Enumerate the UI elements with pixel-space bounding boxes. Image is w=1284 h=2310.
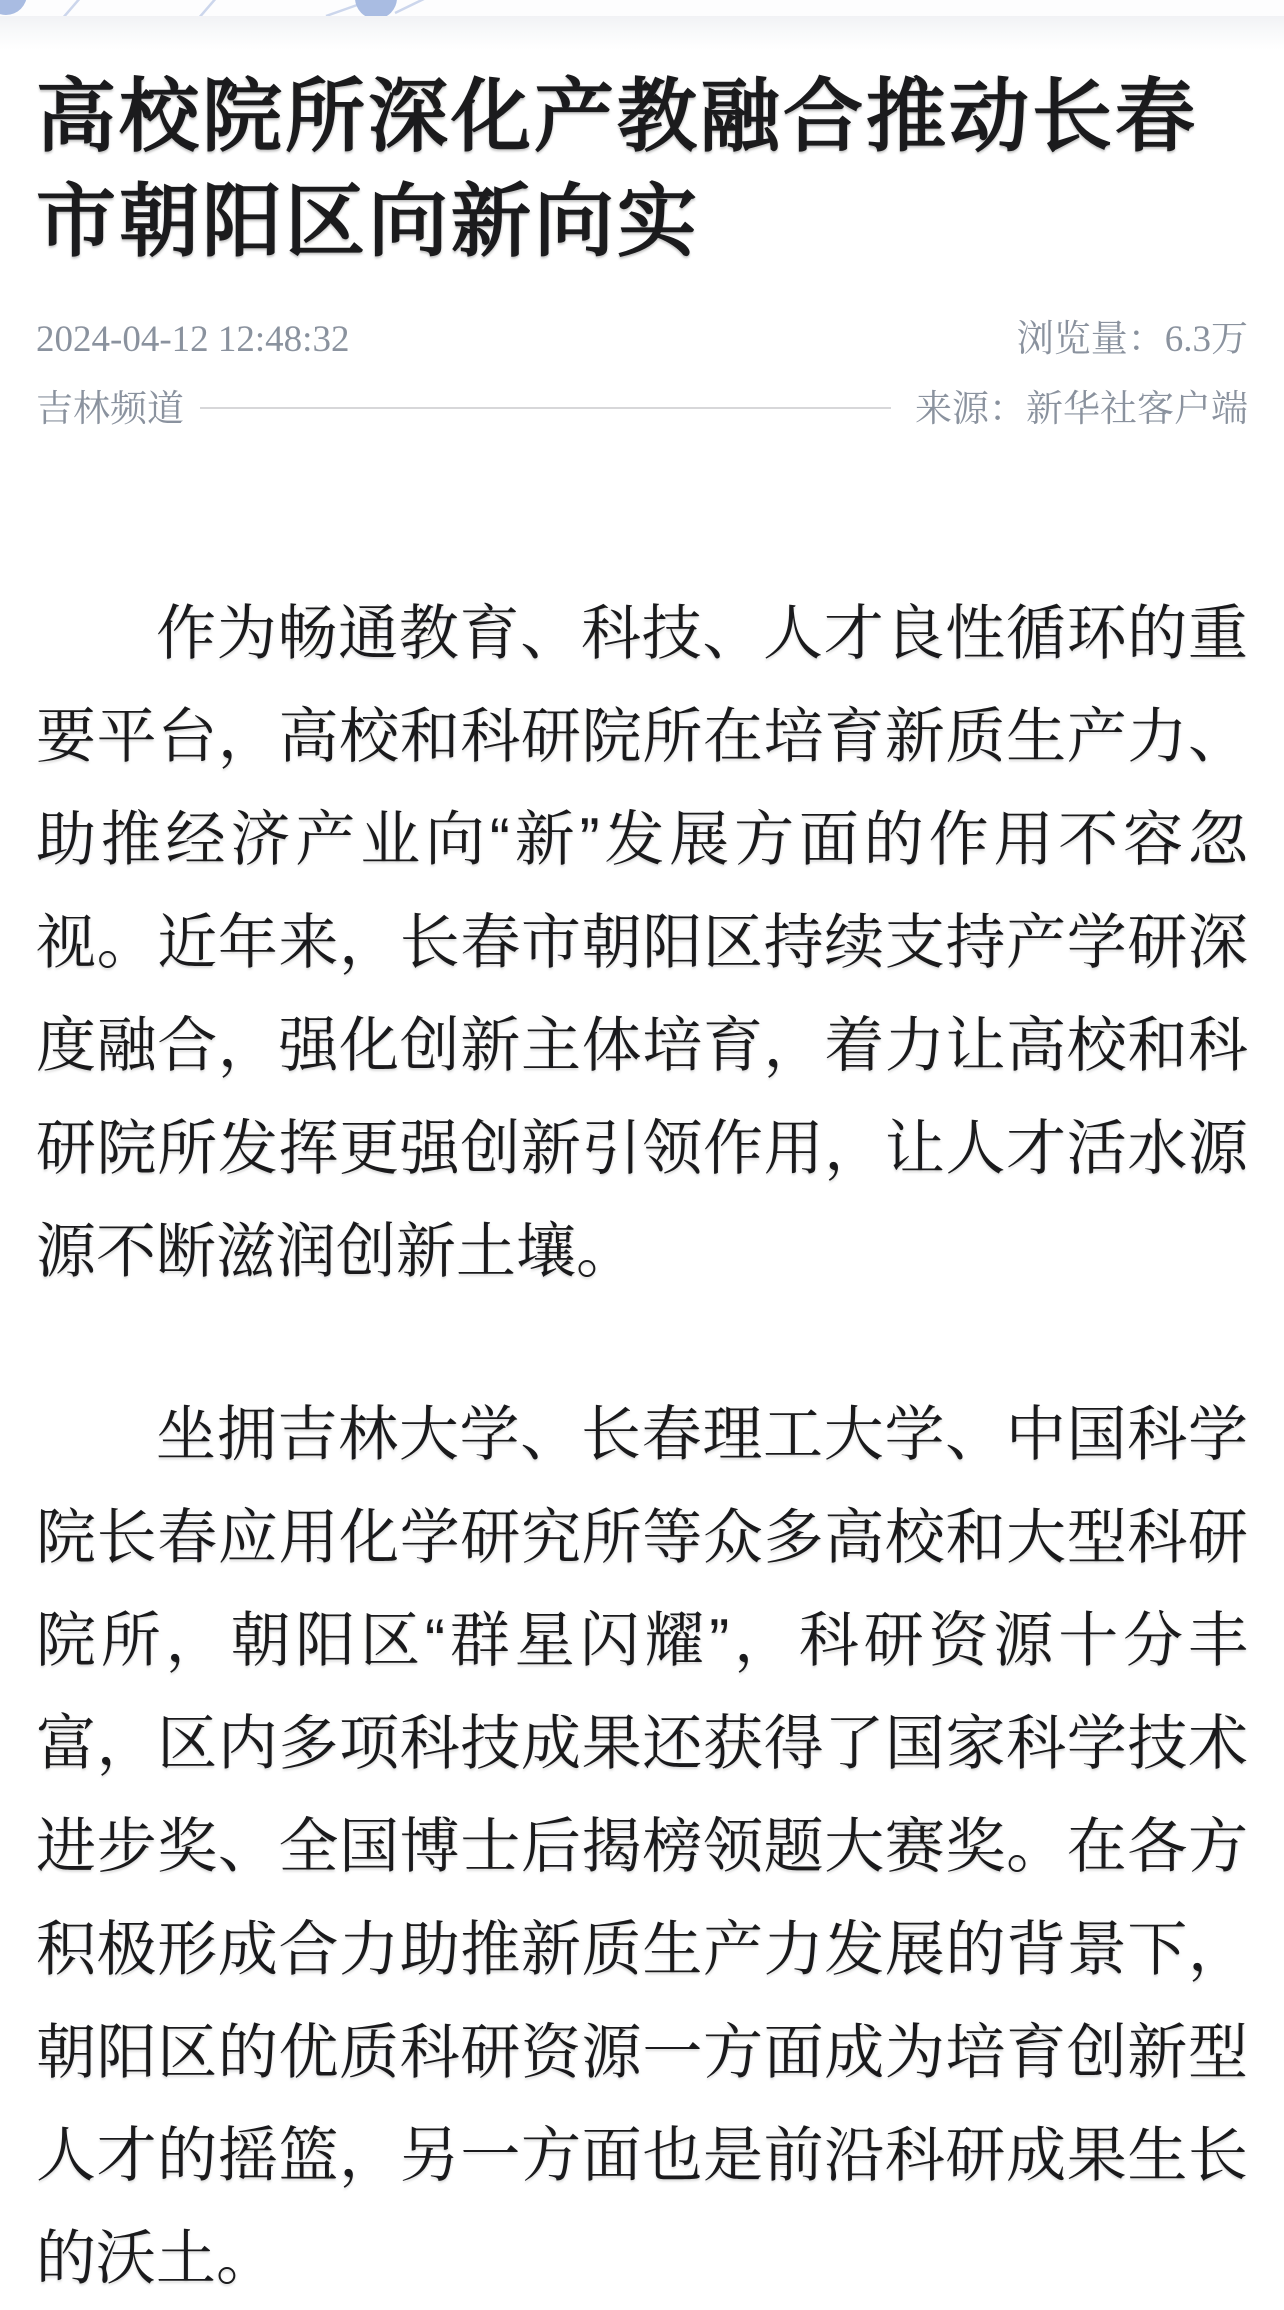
network-node-icon xyxy=(355,0,397,16)
network-connector-line xyxy=(326,4,360,16)
decorative-network-pattern xyxy=(0,0,1284,16)
top-banner-strip xyxy=(0,0,1284,16)
source-label: 来源：新华社客户端 xyxy=(915,389,1248,430)
article-page xyxy=(0,64,1284,2310)
view-count: 浏览量：6.3万 xyxy=(1016,319,1248,360)
banner-fade-gradient xyxy=(0,16,1284,50)
network-connector-line xyxy=(395,0,430,13)
network-node-icon xyxy=(0,0,27,15)
article-title: 高校院所深化产教融合推动长春市朝阳区向新向实 xyxy=(36,72,1198,266)
body-paragraph: 坐拥吉林大学、长春理工大学、中国科学院长春应用化学研究所等众多高校和大型科研院所，朝阳区“群星闪耀”，科研资源十分丰富，区内多项科技成果还获得了国家科学技术进步奖、全国博士后揭榜领题大赛奖。在各方积极形成合力助推新质生产力发展的背景下，朝阳区的优质科研资源一方面成为培育创新型人才的摇篮，另一方面也是前沿科研成果生长的沃土。 xyxy=(36,1401,1248,2292)
network-connector-line xyxy=(198,0,217,16)
article-meta-row-2 xyxy=(36,378,1248,432)
channel-label: 吉林频道 xyxy=(36,389,184,430)
article-body xyxy=(36,582,1248,2310)
network-connector-line xyxy=(62,0,81,16)
meta-divider-line xyxy=(200,407,891,409)
publish-datetime: 2024-04-12 12:48:32 xyxy=(36,319,350,360)
body-paragraph: 作为畅通教育、科技、人才良性循环的重要平台，高校和科研院所在培育新质生产力、助推经济产业向“新”发展方面的作用不容忽视。近年来，长春市朝阳区持续支持产学研深度融合，强化创新主体培育，着力让高校和科研院所发挥更强创新引领作用，让人才活水源源不断滋润创新土壤。 xyxy=(36,600,1248,1285)
article-meta-row-1 xyxy=(36,308,1248,362)
